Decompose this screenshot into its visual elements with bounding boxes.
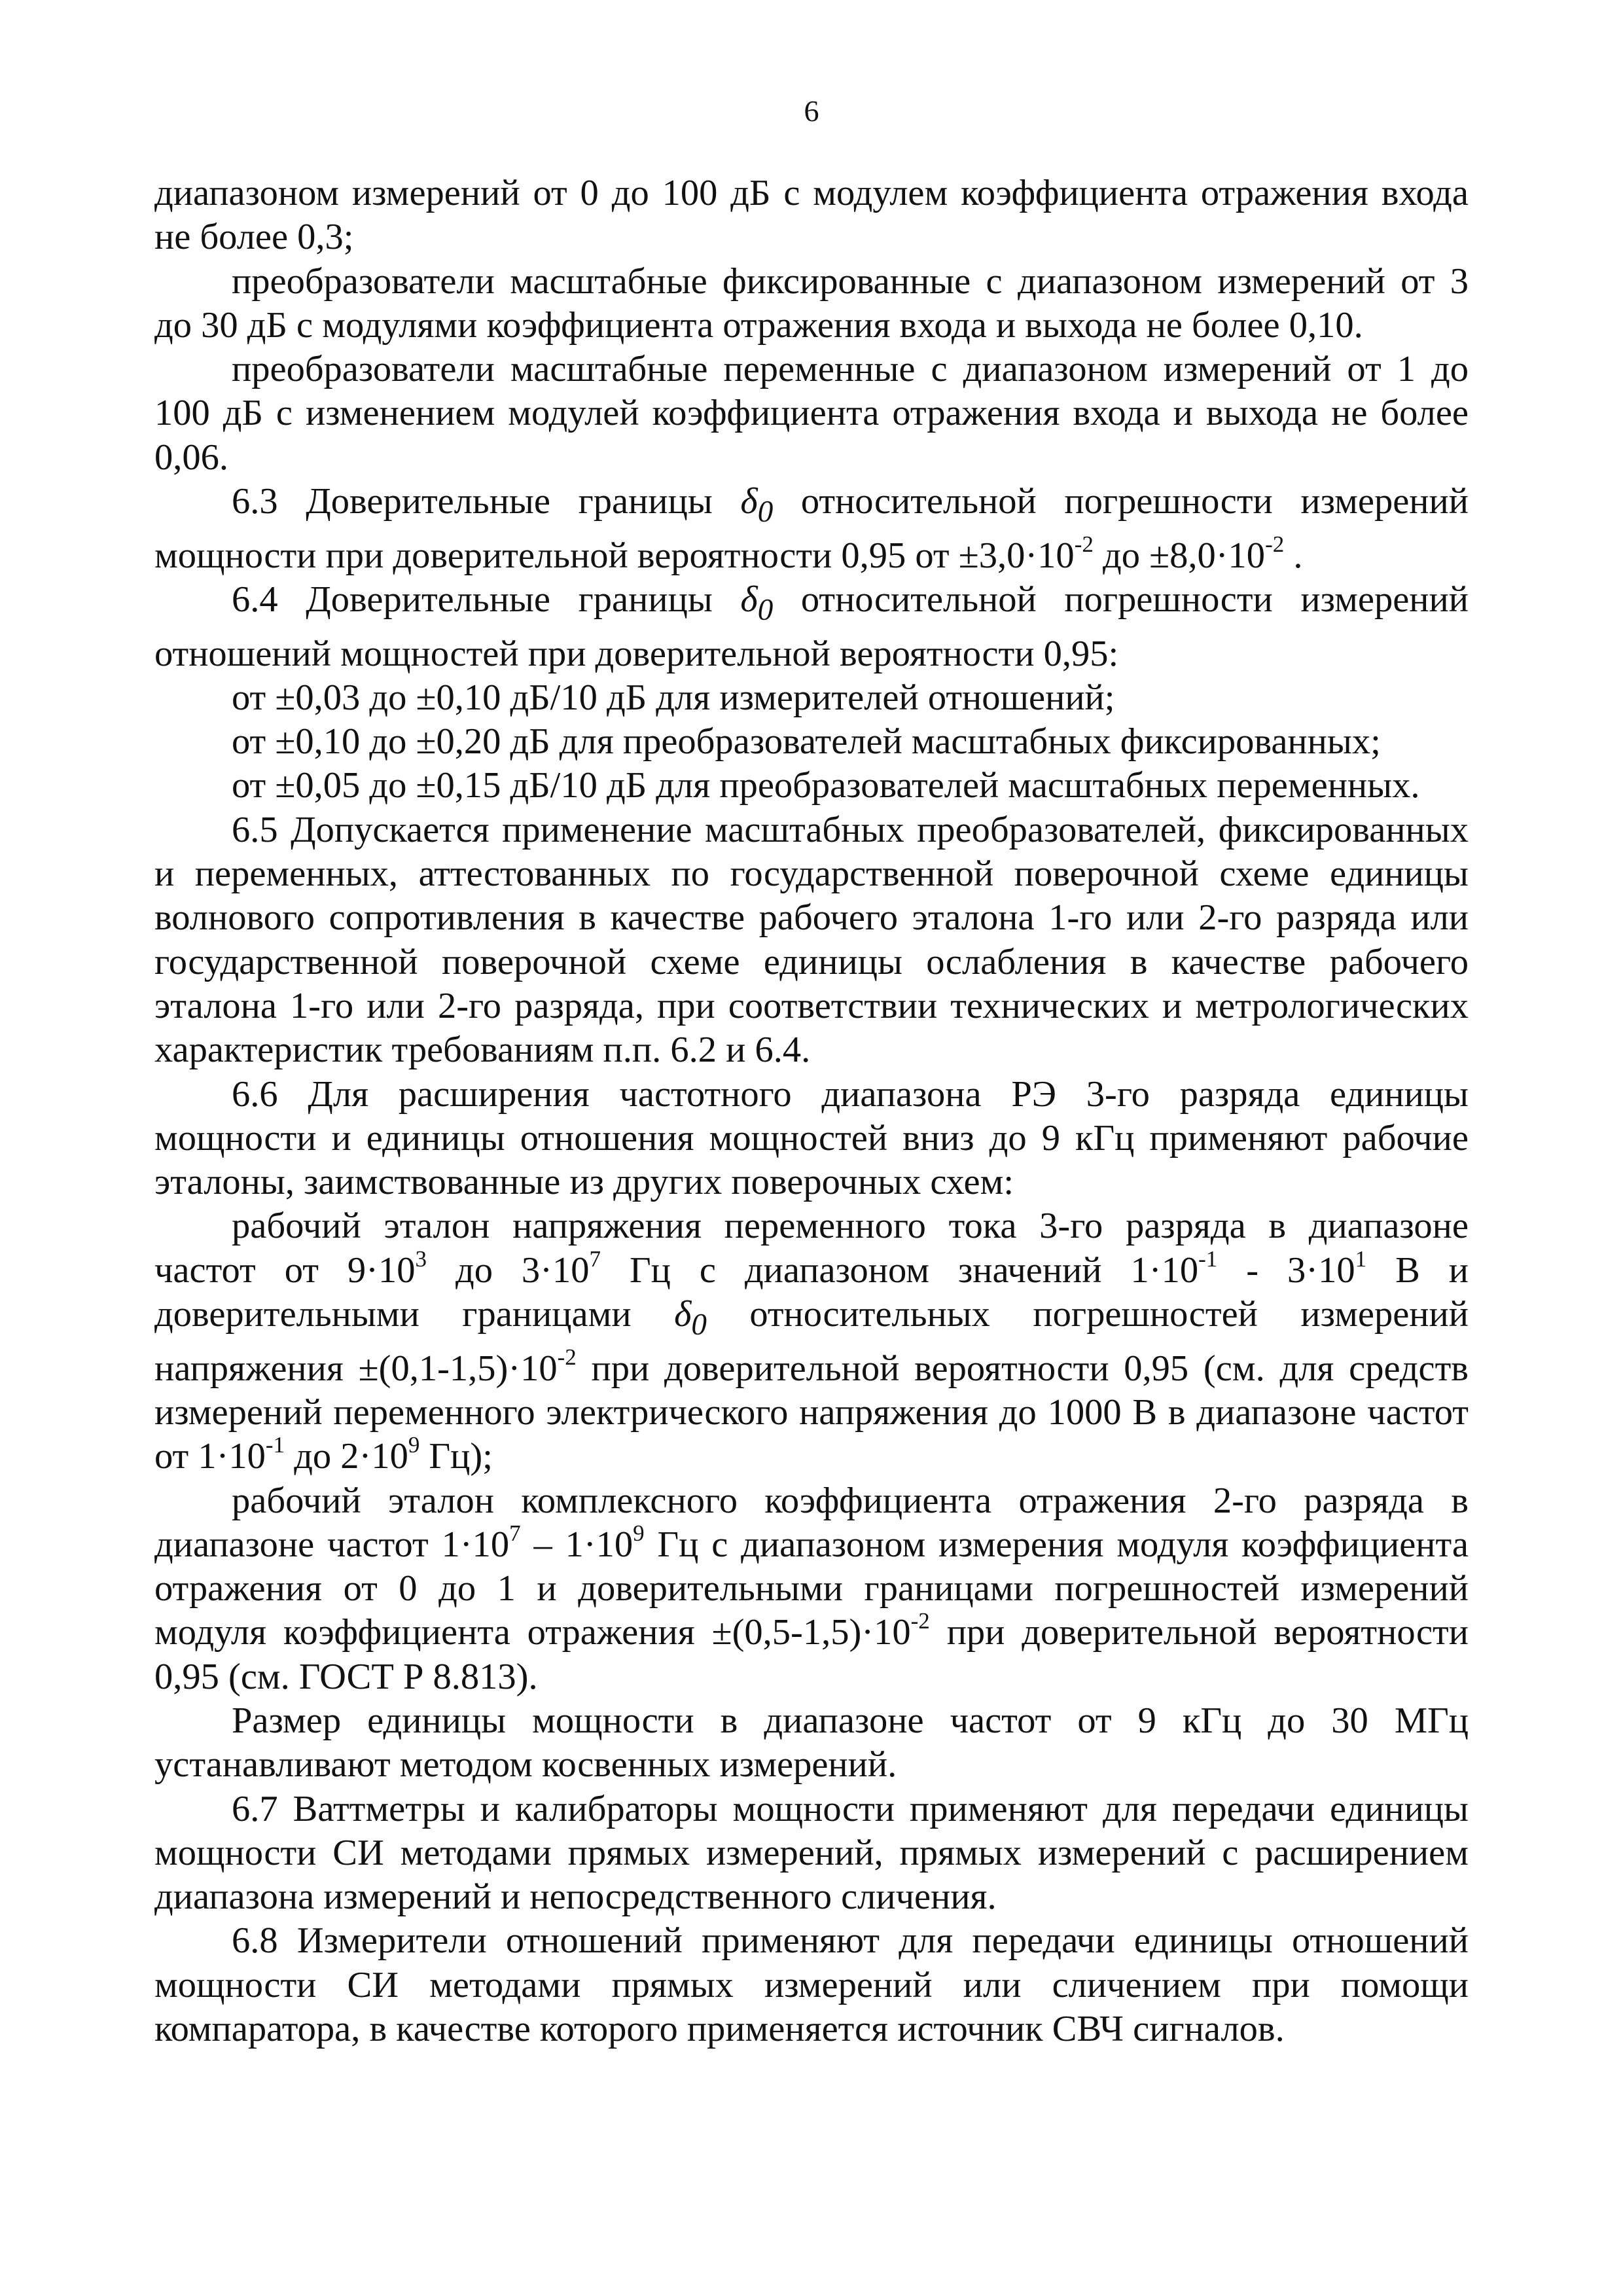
clause-text: относительной погрешности измерений мощности при доверительной вероятности 0,95 от ±3,0·10: [154, 481, 1469, 576]
clause-text: Доверительные границы: [306, 579, 741, 620]
clause-6-4: [154, 578, 1469, 676]
clause-number: 6.3: [232, 481, 278, 522]
clause-6-3: [154, 480, 1469, 578]
clause-6-5: [154, 808, 1469, 1073]
list-item-variable-converters: от ±0,05 до ±0,15 дБ/10 дБ для преобразователей масштабных переменных.: [232, 765, 1420, 806]
list-item-fixed-converters: от ±0,10 до ±0,20 дБ для преобразователей масштабных фиксированных;: [232, 721, 1381, 762]
delta-symbol: $\delta_0$: [740, 579, 774, 627]
delta-symbol: $\delta_0$: [674, 1294, 707, 1342]
clause-text: относительной погрешности измерений отношений мощностей при доверительной вероятности 0,95:: [154, 579, 1469, 674]
clause-6-6: [154, 1073, 1469, 1205]
clause-6-7: [154, 1787, 1469, 1920]
exponent: -2: [1074, 531, 1094, 557]
page-number: 6: [804, 94, 819, 128]
paragraph-indirect-measurement: Размер единицы мощности в диапазоне частот от 9 кГц до 30 МГц устанавливают методом косвенных измерений.: [154, 1700, 1469, 1785]
paragraph-continuation: диапазоном измерений от 0 до 100 дБ с модулем коэффициента отражения входа не более 0,3;: [154, 173, 1469, 258]
clause-text: Для расширения частотного диапазона РЭ 3-го разряда единицы мощности и единицы отношения мощностей вниз до 9 кГц применяют рабочие эталоны, заимствованные из других поверочных схем:: [154, 1073, 1469, 1203]
clause-number: 6.6: [232, 1073, 278, 1115]
exponent: -2: [1265, 531, 1285, 557]
paragraph-fixed-converters: преобразователи масштабные фиксированные с диапазоном измерений от 3 до 30 дБ с модулями коэффициента отражения входа и выхода не более 0,10.: [154, 260, 1469, 346]
clause-6-8: [154, 1919, 1469, 2051]
clause-text: .: [1284, 535, 1303, 576]
clause-number: 6.5: [232, 809, 278, 850]
clause-text: Доверительные границы: [306, 481, 741, 522]
clause-number: 6.8: [232, 1920, 278, 1962]
document-body: [154, 171, 1469, 2051]
clause-text: Ваттметры и калибраторы мощности применяют для передачи единицы мощности СИ методами прямых измерений, прямых измерений с расширением диапазона измерений и непосредственного сличения.: [154, 1788, 1469, 1918]
clause-text: Измерители отношений применяют для передачи единицы отношений мощности СИ методами прямых измерений или сличением при помощи компаратора, в качестве которого применяется источник СВЧ сигналов.: [154, 1920, 1469, 2050]
list-item-ratio-meters: от ±0,03 до ±0,10 дБ/10 дБ для измерителей отношений;: [232, 677, 1115, 718]
paragraph-voltage-standard: рабочий эталон напряжения переменного тока 3-го разряда в диапазоне частот от $9\cdot 10^3$ до $3\cdot 10^7$ Гц с диапазоном значений $1\cdot 10^{-1} - 3\cdot 10^1$ В и доверительными границами $\delta_0$ относительных погрешностей измерений напряжения $\pm(0,1-1,5)\cdot 10^{-2}$ при доверительной вероятности 0,95 (см. для средств измерений переменного электрического напряжения до 1000 В в диапазоне частот от $1\cdot 10^{-1}$ до $2\cdot 10^9$ Гц);: [154, 1206, 1469, 1477]
paragraph-reflection-standard: рабочий эталон комплексного коэффициента отражения 2-го разряда в диапазоне частот $1\cdot 10^7 - 1\cdot 10^9$ Гц с диапазоном измерения модуля коэффициента отражения от 0 до 1 и доверительными границами погрешностей измерений модуля коэффициента отражения $\pm(0,5-1,5)\cdot 10^{-2}$ при доверительной вероятности 0,95 (см. ГОСТ Р 8.813).: [154, 1480, 1469, 1697]
paragraph-variable-converters: преобразователи масштабные переменные с диапазоном измерений от 1 до 100 дБ с изменением модулей коэффициента отражения входа и выхода не более 0,06.: [154, 349, 1469, 478]
clause-text: Допускается применение масштабных преобразователей, фиксированных и переменных, аттестованных по государственной поверочной схеме единицы волнового сопротивления в качестве рабочего эталона 1-го или 2-го разряда или государственной поверочной схеме единицы ослабления в качестве рабочего эталона 1-го или 2-го разряда, при соответствии технических и метрологических характеристик требованиям п.п. 6.2 и 6.4.: [154, 809, 1469, 1071]
clause-number: 6.4: [232, 579, 278, 620]
clause-text: до ±8,0·10: [1093, 535, 1266, 576]
delta-symbol: $\delta_0$: [740, 481, 774, 529]
clause-number: 6.7: [232, 1788, 278, 1829]
